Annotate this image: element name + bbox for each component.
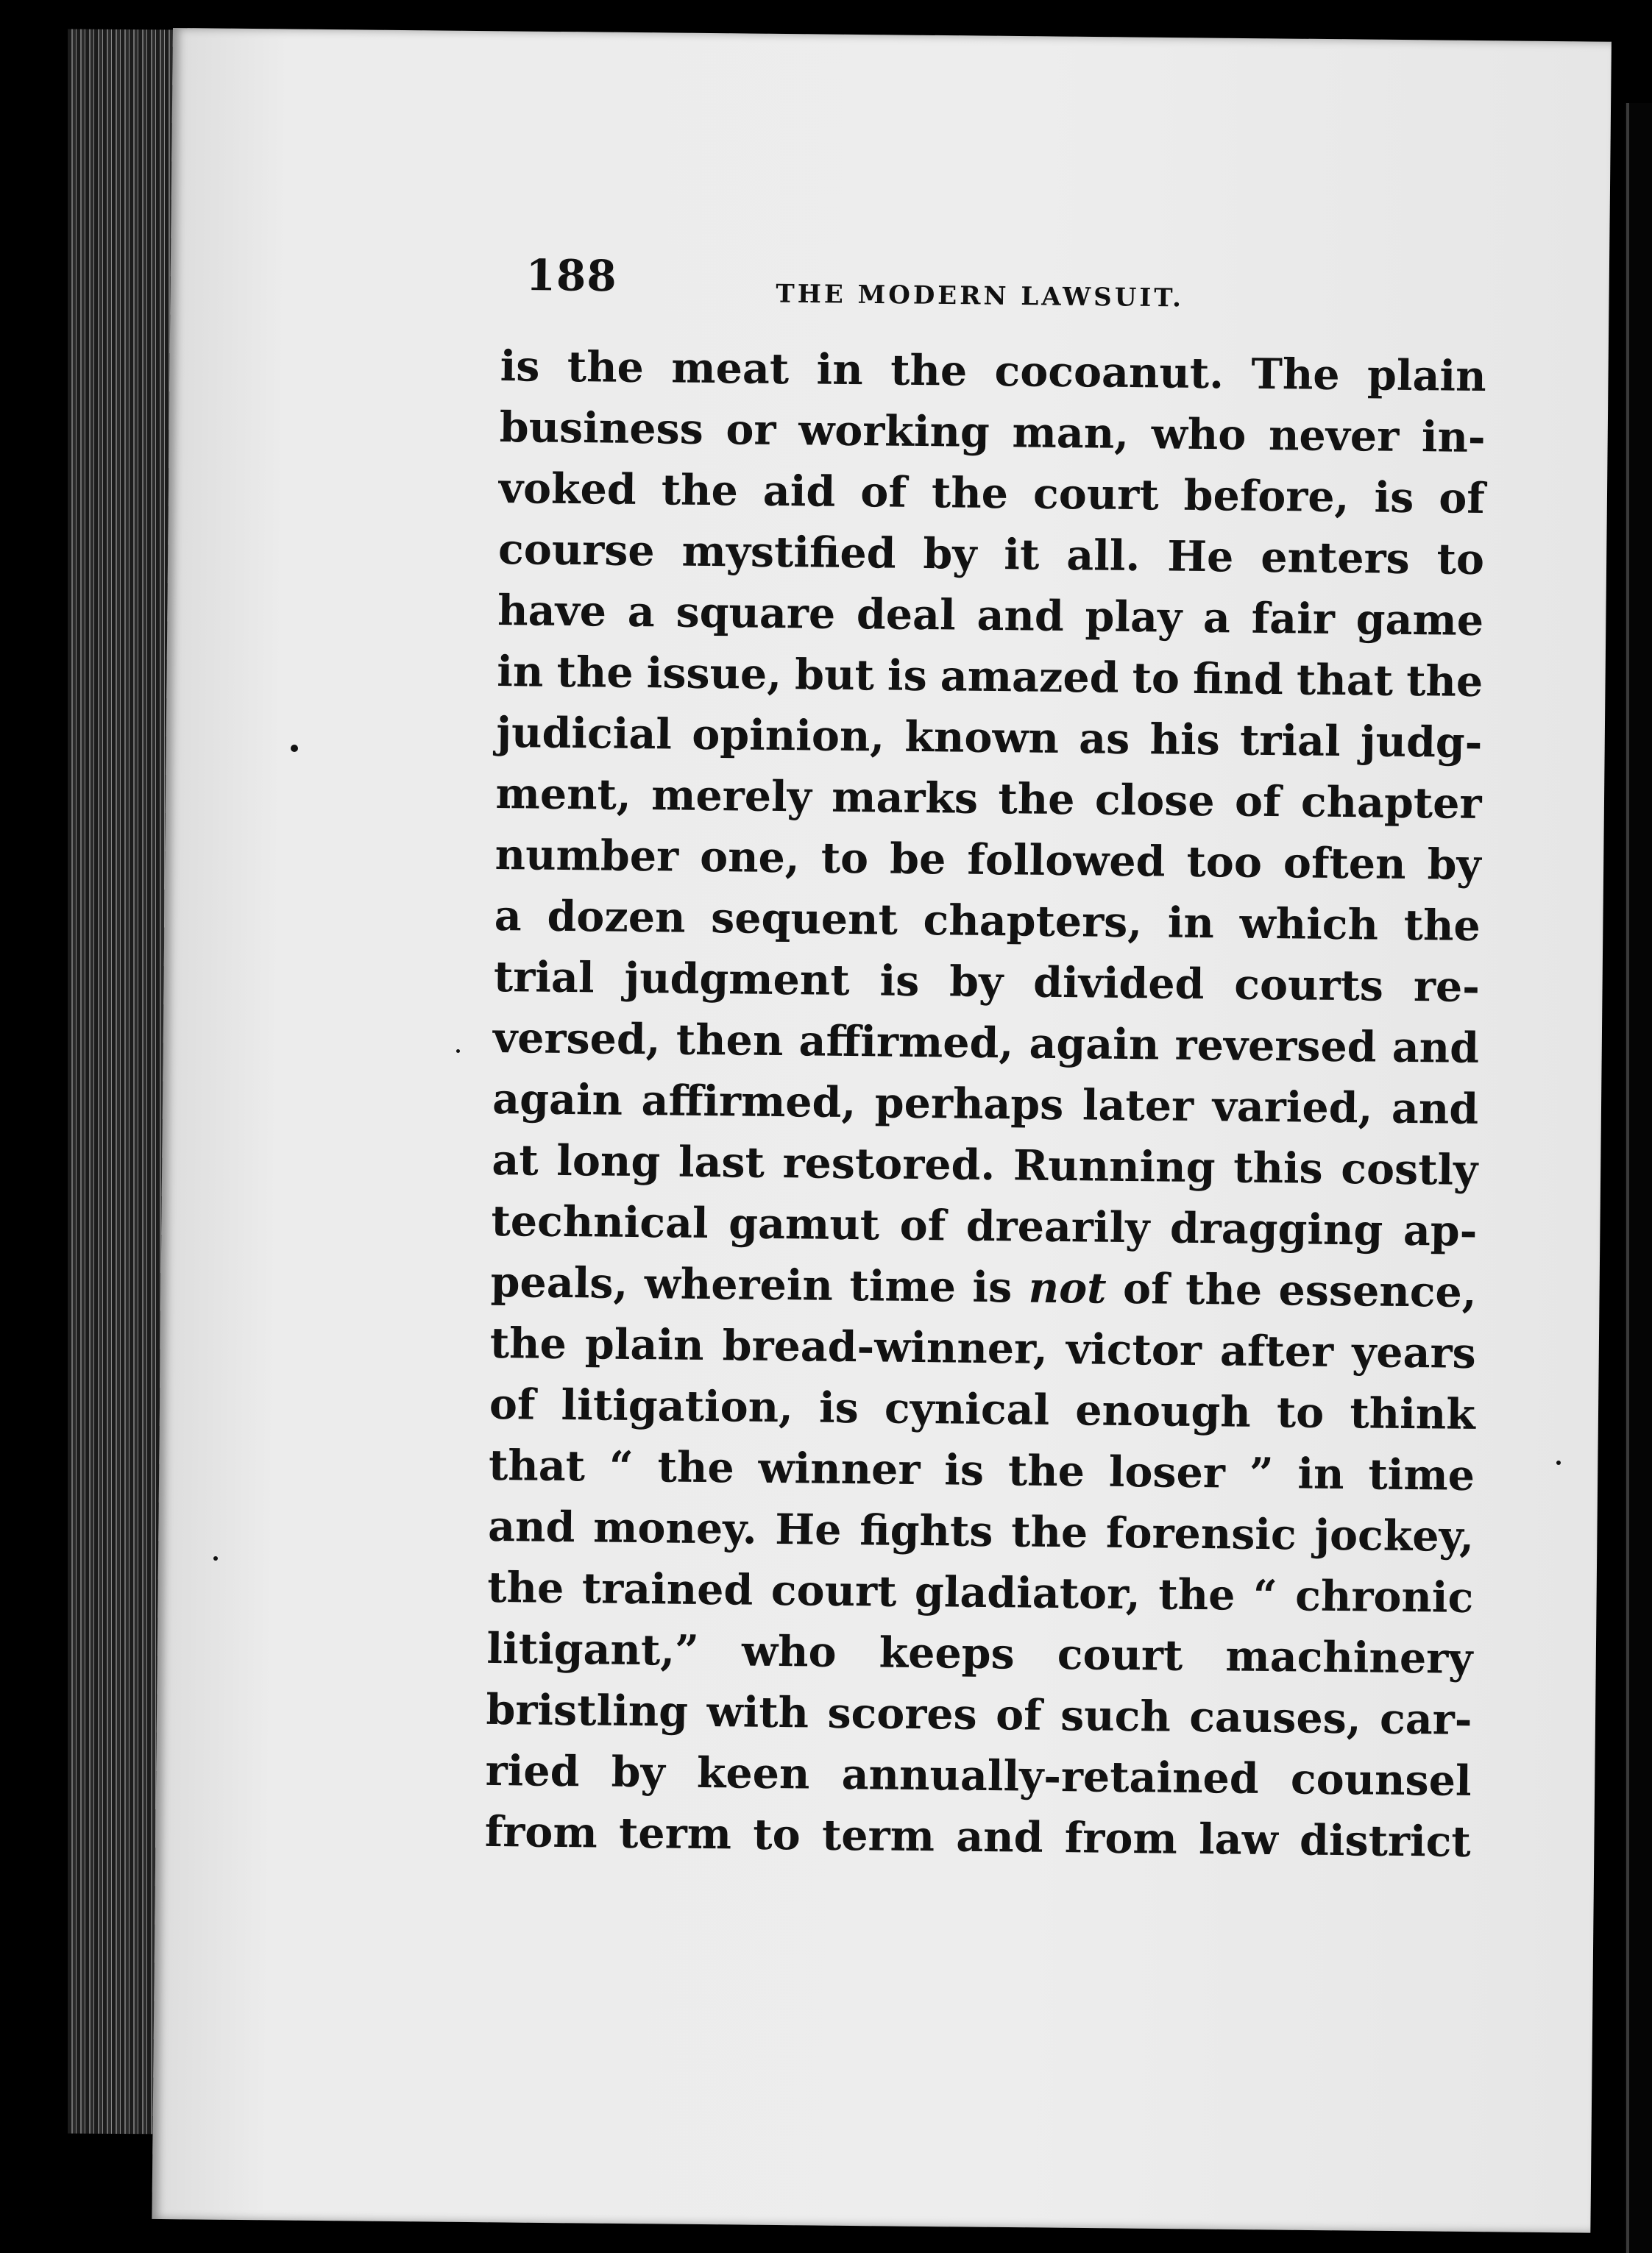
text-line: the trained court gladiator, the “ chronic [486, 1562, 1474, 1622]
page-header [525, 250, 1321, 324]
text-line: litigant,” who keeps court machinery [486, 1623, 1473, 1683]
text-line: ried by keen annually-retained counsel [485, 1745, 1472, 1806]
text-line: from term to term and from law district [484, 1806, 1472, 1867]
text-line: ment, merely marks the close of chapter [495, 768, 1482, 829]
text-line: again affirmed, perhaps later varied, and [492, 1074, 1479, 1134]
margin-speck [291, 745, 298, 752]
text-line: business or working man, who never in- [499, 402, 1486, 463]
text-line: trial judgment is by divided courts re- [493, 951, 1481, 1012]
text-line: technical gamut of drearily dragging ap- [491, 1196, 1478, 1256]
text-line: have a square deal and play a fair game [497, 585, 1484, 646]
text-line: bristling with scores of such causes, car- [486, 1684, 1472, 1745]
text-line: is the meat in the cocoanut. The plain [500, 341, 1486, 402]
page-number: 188 [525, 250, 618, 302]
text-line: versed, then affirmed, again reversed and [492, 1012, 1480, 1073]
text-line: at long last restored. Running this costly [492, 1135, 1478, 1195]
text-line: peals, wherein time is not of the essence, [490, 1257, 1477, 1317]
margin-speck [213, 1556, 218, 1561]
running-head: THE MODERN LAWSUIT. [776, 279, 1185, 313]
right-page-edge-line [1626, 103, 1629, 2253]
text-line: that “ the winner is the loser ” in time [488, 1440, 1475, 1500]
text-line: a dozen sequent chapters, in which the [494, 890, 1481, 951]
text-line: number one, to be followed too often by [494, 829, 1481, 890]
text-line: and money. He fights the forensic jockey, [487, 1501, 1475, 1561]
margin-speck [456, 1049, 460, 1053]
text-line: of litigation, is cynical enough to think [489, 1379, 1476, 1439]
margin-speck [1556, 1461, 1561, 1465]
text-line: course mystified by it all. He enters to [497, 524, 1485, 585]
text-line: judicial opinion, known as his trial judg- [496, 707, 1483, 768]
text-line: the plain bread-winner, victor after years [489, 1318, 1477, 1378]
text-line: in the issue, but is amazed to find that the [496, 646, 1483, 707]
text-line: voked the aid of the court before, is of [498, 463, 1486, 524]
